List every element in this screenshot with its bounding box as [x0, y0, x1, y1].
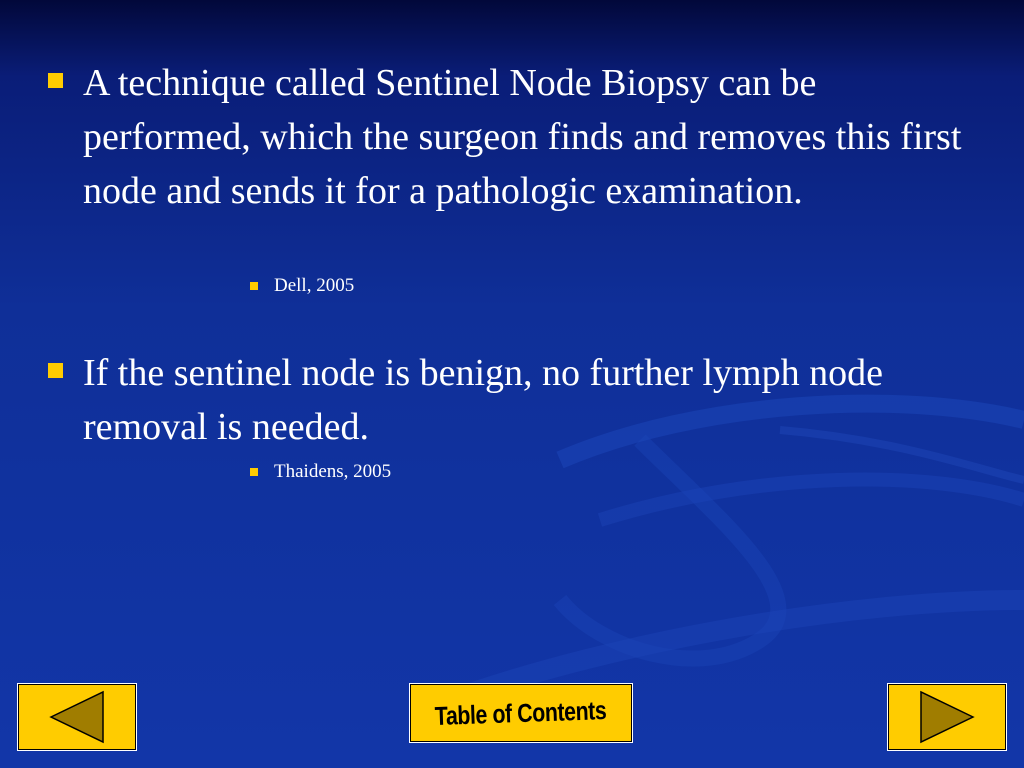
- previous-slide-button[interactable]: [17, 683, 137, 751]
- bullet-square-icon: [48, 73, 63, 88]
- bullet-item-1: [48, 56, 962, 276]
- citation-text-1: Dell, 2005: [274, 275, 355, 296]
- citation-square-icon: [250, 282, 258, 290]
- triangle-left-icon: [18, 684, 136, 750]
- triangle-right-icon: [888, 684, 1006, 750]
- next-slide-button[interactable]: [887, 683, 1007, 751]
- bullet-item-2: [48, 346, 948, 456]
- citation-item-2: [250, 460, 650, 486]
- citation-square-icon: [250, 468, 258, 476]
- citation-item-1: [250, 274, 650, 300]
- table-of-contents-button[interactable]: [409, 683, 633, 743]
- bullet-text-2: If the sentinel node is benign, no further lymph node removal is needed.: [83, 352, 883, 448]
- citation-text-2: Thaidens, 2005: [274, 461, 392, 482]
- bullet-square-icon: [48, 363, 63, 378]
- bullet-text-1: A technique called Sentinel Node Biopsy can be performed, which the surgeon finds and removes this first node and sends it for a pathologic examination.: [83, 62, 962, 212]
- table-of-contents-label: Table of Contents: [434, 694, 608, 731]
